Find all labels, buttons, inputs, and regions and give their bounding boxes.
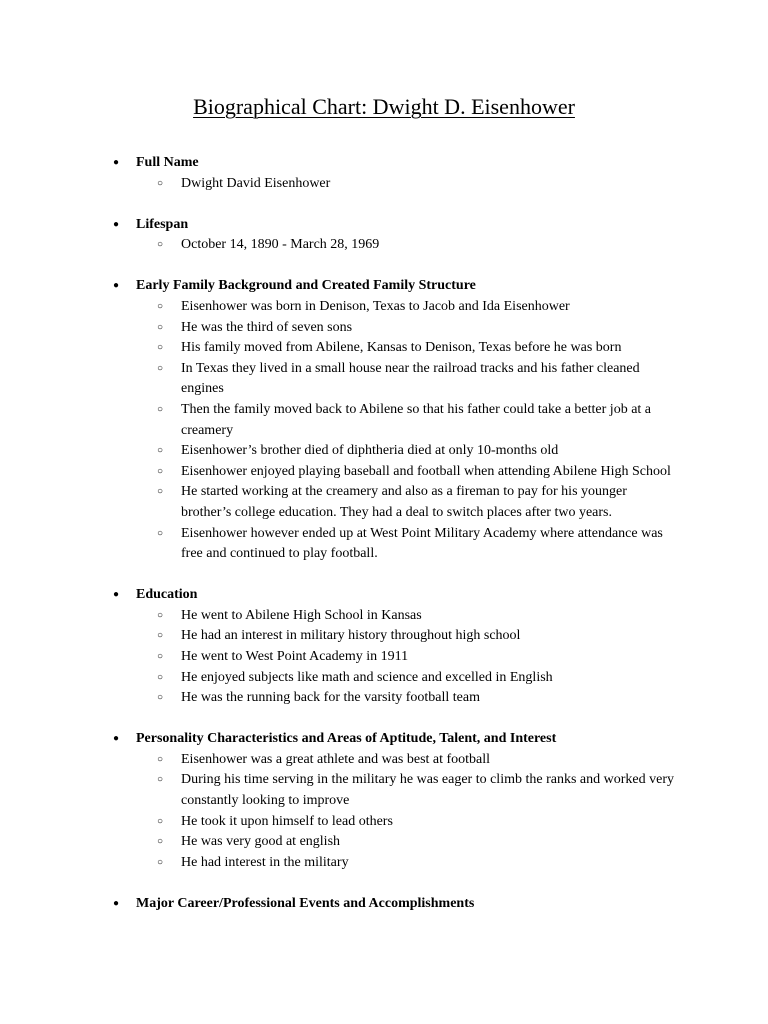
section-education bbox=[0, 585, 768, 709]
item-list bbox=[0, 297, 768, 565]
list-item: ○ Eisenhower however ended up at West Point Military Academy where attendance was free and continued to play football. bbox=[157, 525, 663, 562]
item-list bbox=[0, 606, 768, 709]
list-item: ○ His family moved from Abilene, Kansas to Denison, Texas before he was born bbox=[0, 338, 768, 359]
section-heading bbox=[0, 585, 768, 606]
section-heading bbox=[0, 276, 768, 297]
section-full-name bbox=[0, 153, 768, 194]
section-heading-text: Full Name bbox=[136, 155, 199, 170]
list-item: ○ He went to West Point Academy in 1911 bbox=[0, 647, 768, 668]
section-heading-text: Major Career/Professional Events and Accomplishments bbox=[136, 895, 475, 911]
filled-bullet-icon: ● bbox=[113, 280, 120, 292]
hollow-bullet-icon: ○ bbox=[157, 692, 164, 704]
hollow-bullet-icon: ○ bbox=[157, 321, 164, 333]
list-item: ○ In Texas they lived in a small house near the railroad tracks and his father cleaned engines bbox=[157, 360, 640, 397]
filled-bullet-icon: ● bbox=[113, 733, 120, 745]
section-heading bbox=[0, 153, 768, 174]
hollow-bullet-icon: ○ bbox=[157, 774, 164, 786]
section-heading bbox=[0, 729, 768, 750]
hollow-bullet-icon: ○ bbox=[157, 362, 164, 374]
hollow-bullet-icon: ○ bbox=[157, 300, 164, 312]
hollow-bullet-icon: ○ bbox=[157, 527, 164, 539]
list-item: ○ Then the family moved back to Abilene so that his father could take a better job at a creamery bbox=[157, 401, 652, 438]
hollow-bullet-icon: ○ bbox=[157, 239, 164, 251]
item-list bbox=[0, 174, 768, 195]
hollow-bullet-icon: ○ bbox=[157, 671, 164, 683]
hollow-bullet-icon: ○ bbox=[157, 403, 164, 415]
section-heading-text: Education bbox=[136, 587, 198, 603]
section-heading-text: Lifespan bbox=[136, 216, 189, 232]
filled-bullet-icon: ● bbox=[113, 157, 120, 168]
list-item: ○ He enjoyed subjects like math and science and excelled in English bbox=[0, 668, 768, 689]
hollow-bullet-icon: ○ bbox=[157, 342, 164, 354]
filled-bullet-icon: ● bbox=[113, 218, 120, 230]
list-item: ○ Eisenhower enjoyed playing baseball and football when attending Abilene High School bbox=[0, 462, 768, 483]
hollow-bullet-icon: ○ bbox=[157, 445, 164, 457]
hollow-bullet-icon: ○ bbox=[157, 177, 164, 189]
hollow-bullet-icon: ○ bbox=[157, 609, 164, 621]
list-item: ○ October 14, 1890 - March 28, 1969 bbox=[0, 235, 768, 256]
list-item: ○ Eisenhower was born in Denison, Texas to Jacob and Ida Eisenhower bbox=[0, 297, 768, 318]
filled-bullet-icon: ● bbox=[113, 897, 120, 909]
filled-bullet-icon: ● bbox=[113, 589, 120, 601]
list-item: ○ He was the running back for the varsity football team bbox=[0, 688, 768, 709]
list-item: ○ He was very good at english bbox=[0, 832, 768, 853]
section-list bbox=[0, 153, 768, 935]
list-item: ○ He had interest in the military bbox=[0, 853, 768, 874]
list-item: ○ He started working at the creamery and also as a fireman to pay for his younger brother’s college education. They had a deal to switch places after two years. bbox=[157, 484, 627, 520]
hollow-bullet-icon: ○ bbox=[157, 856, 164, 868]
list-item: ○ Eisenhower was a great athlete and was best at football bbox=[0, 750, 768, 771]
hollow-bullet-icon: ○ bbox=[157, 650, 164, 662]
hollow-bullet-icon: ○ bbox=[157, 486, 164, 498]
section-heading-text: Early Family Background and Created Family Structure bbox=[136, 278, 476, 294]
list-item: ○ He had an interest in military history throughout high school bbox=[0, 626, 768, 647]
hollow-bullet-icon: ○ bbox=[157, 630, 164, 642]
list-item: ○ He went to Abilene High School in Kansas bbox=[0, 606, 768, 627]
document-title: Biographical Chart: Dwight D. Eisenhower bbox=[193, 94, 575, 119]
item-list bbox=[0, 235, 768, 256]
section-heading bbox=[0, 894, 768, 915]
hollow-bullet-icon: ○ bbox=[157, 815, 164, 827]
list-item: ○ He took it upon himself to lead others bbox=[0, 812, 768, 833]
section-personality bbox=[0, 729, 768, 873]
list-item: ○ He was the third of seven sons bbox=[0, 318, 768, 339]
hollow-bullet-icon: ○ bbox=[157, 465, 164, 477]
section-career bbox=[0, 894, 768, 915]
hollow-bullet-icon: ○ bbox=[157, 836, 164, 848]
section-lifespan bbox=[0, 215, 768, 256]
list-item: ○ During his time serving in the military he was eager to climb the ranks and worked very constantly looking to improve bbox=[157, 772, 674, 809]
section-heading bbox=[0, 215, 768, 236]
hollow-bullet-icon: ○ bbox=[157, 753, 164, 765]
section-early-family bbox=[0, 276, 768, 564]
section-heading-text: Personality Characteristics and Areas of Aptitude, Talent, and Interest bbox=[136, 731, 557, 747]
item-list bbox=[0, 750, 768, 874]
list-item: ○ Eisenhower’s brother died of diphtheria died at only 10-months old bbox=[0, 441, 768, 462]
list-item: ○ Dwight David Eisenhower bbox=[0, 174, 768, 195]
